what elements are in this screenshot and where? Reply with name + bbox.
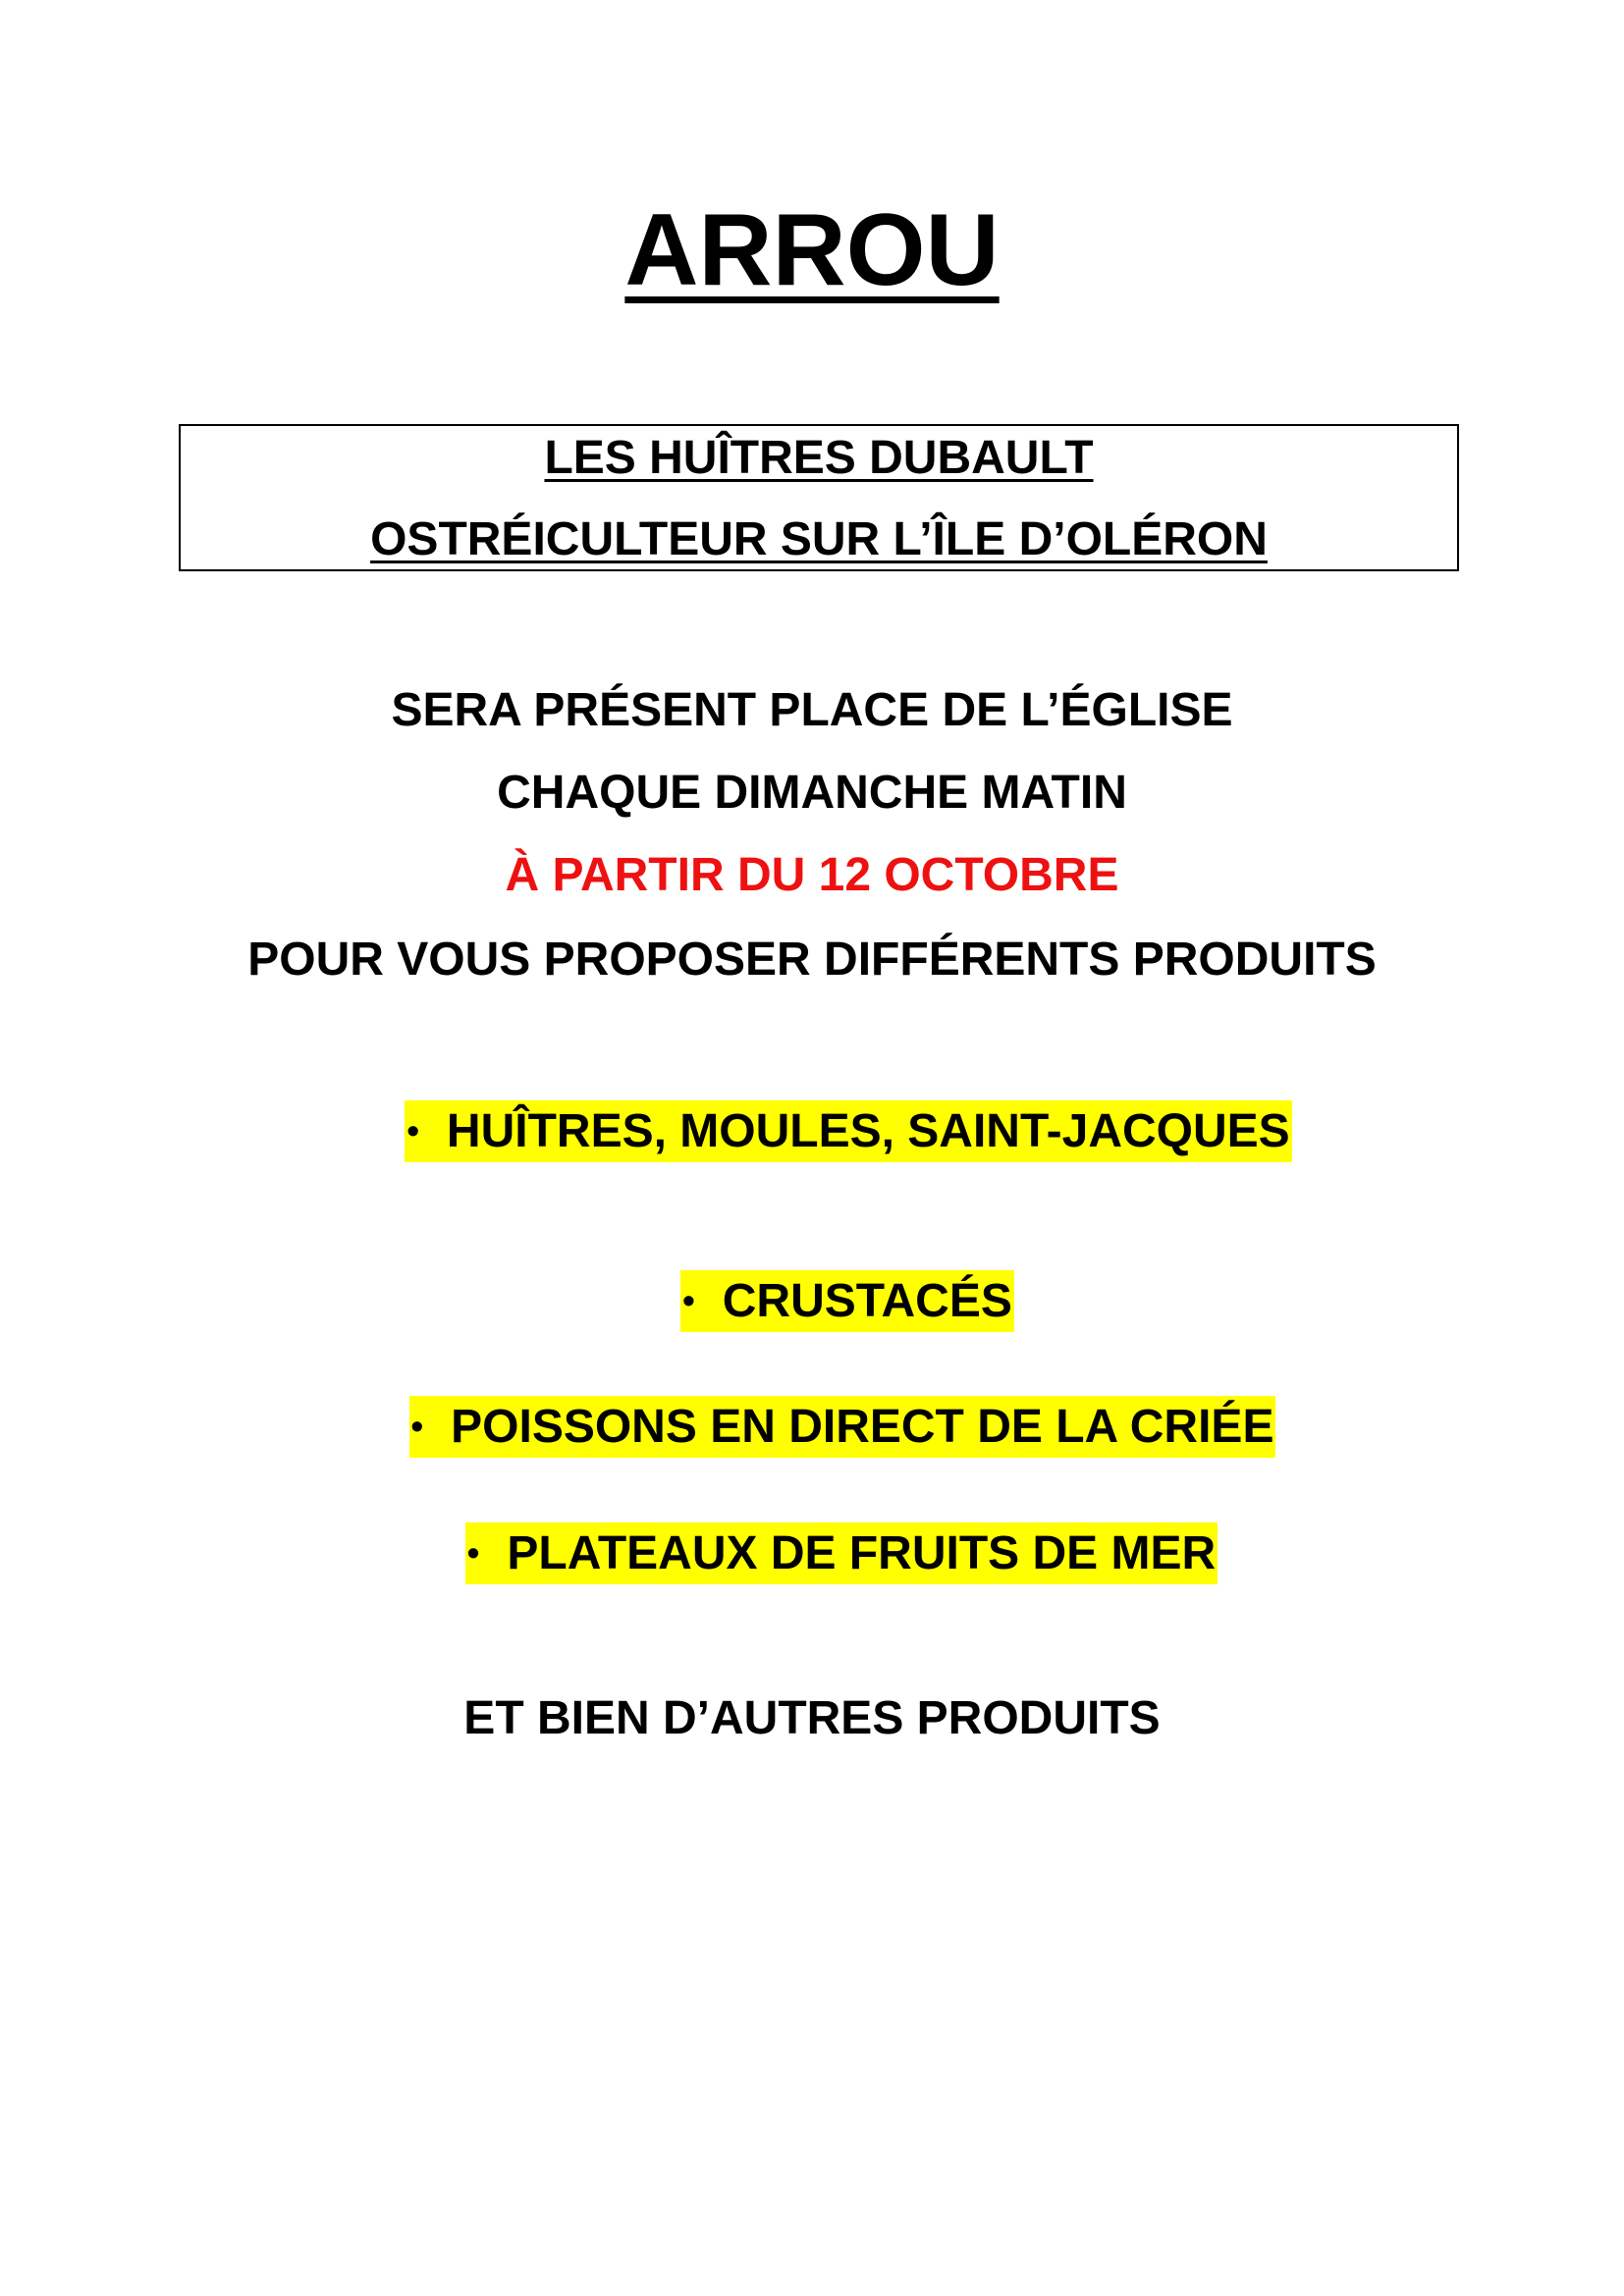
- product-label: CRUSTACÉS: [722, 1275, 1012, 1327]
- announcement-line-start-date: À PARTIR DU 12 OCTOBRE: [505, 849, 1119, 901]
- page-title: ARROU: [624, 193, 1000, 307]
- product-highlight: [409, 1396, 1276, 1458]
- vendor-subtitle: OSTRÉICULTEUR SUR L’ÎLE D’OLÉRON: [370, 513, 1268, 565]
- product-label: HUÎTRES, MOULES, SAINT-JACQUES: [446, 1105, 1290, 1157]
- product-label: PLATEAUX DE FRUITS DE MER: [507, 1527, 1217, 1579]
- product-list-item: [36, 1100, 1624, 1162]
- product-label: POISSONS EN DIRECT DE LA CRIÉE: [451, 1401, 1274, 1453]
- product-highlight: [465, 1522, 1218, 1584]
- product-highlight: [680, 1270, 1014, 1332]
- vendor-box: [179, 424, 1459, 571]
- product-list-item: [29, 1522, 1624, 1584]
- closing-line: ET BIEN D’AUTRES PRODUITS: [463, 1692, 1161, 1744]
- product-list-item: [30, 1396, 1624, 1458]
- announcement-line-location: SERA PRÉSENT PLACE DE L’ÉGLISE: [391, 684, 1233, 736]
- bullet-icon: •: [406, 1110, 419, 1150]
- product-highlight: [405, 1100, 1291, 1162]
- bullet-icon: •: [410, 1406, 424, 1446]
- vendor-name: LES HUÎTRES DUBAULT: [544, 432, 1094, 484]
- announcement-line-purpose: POUR VOUS PROPOSER DIFFÉRENTS PRODUITS: [247, 934, 1377, 986]
- product-list-item: [35, 1270, 1624, 1332]
- announcement-line-schedule: CHAQUE DIMANCHE MATIN: [497, 767, 1127, 819]
- bullet-icon: •: [466, 1532, 480, 1573]
- bullet-icon: •: [682, 1280, 695, 1320]
